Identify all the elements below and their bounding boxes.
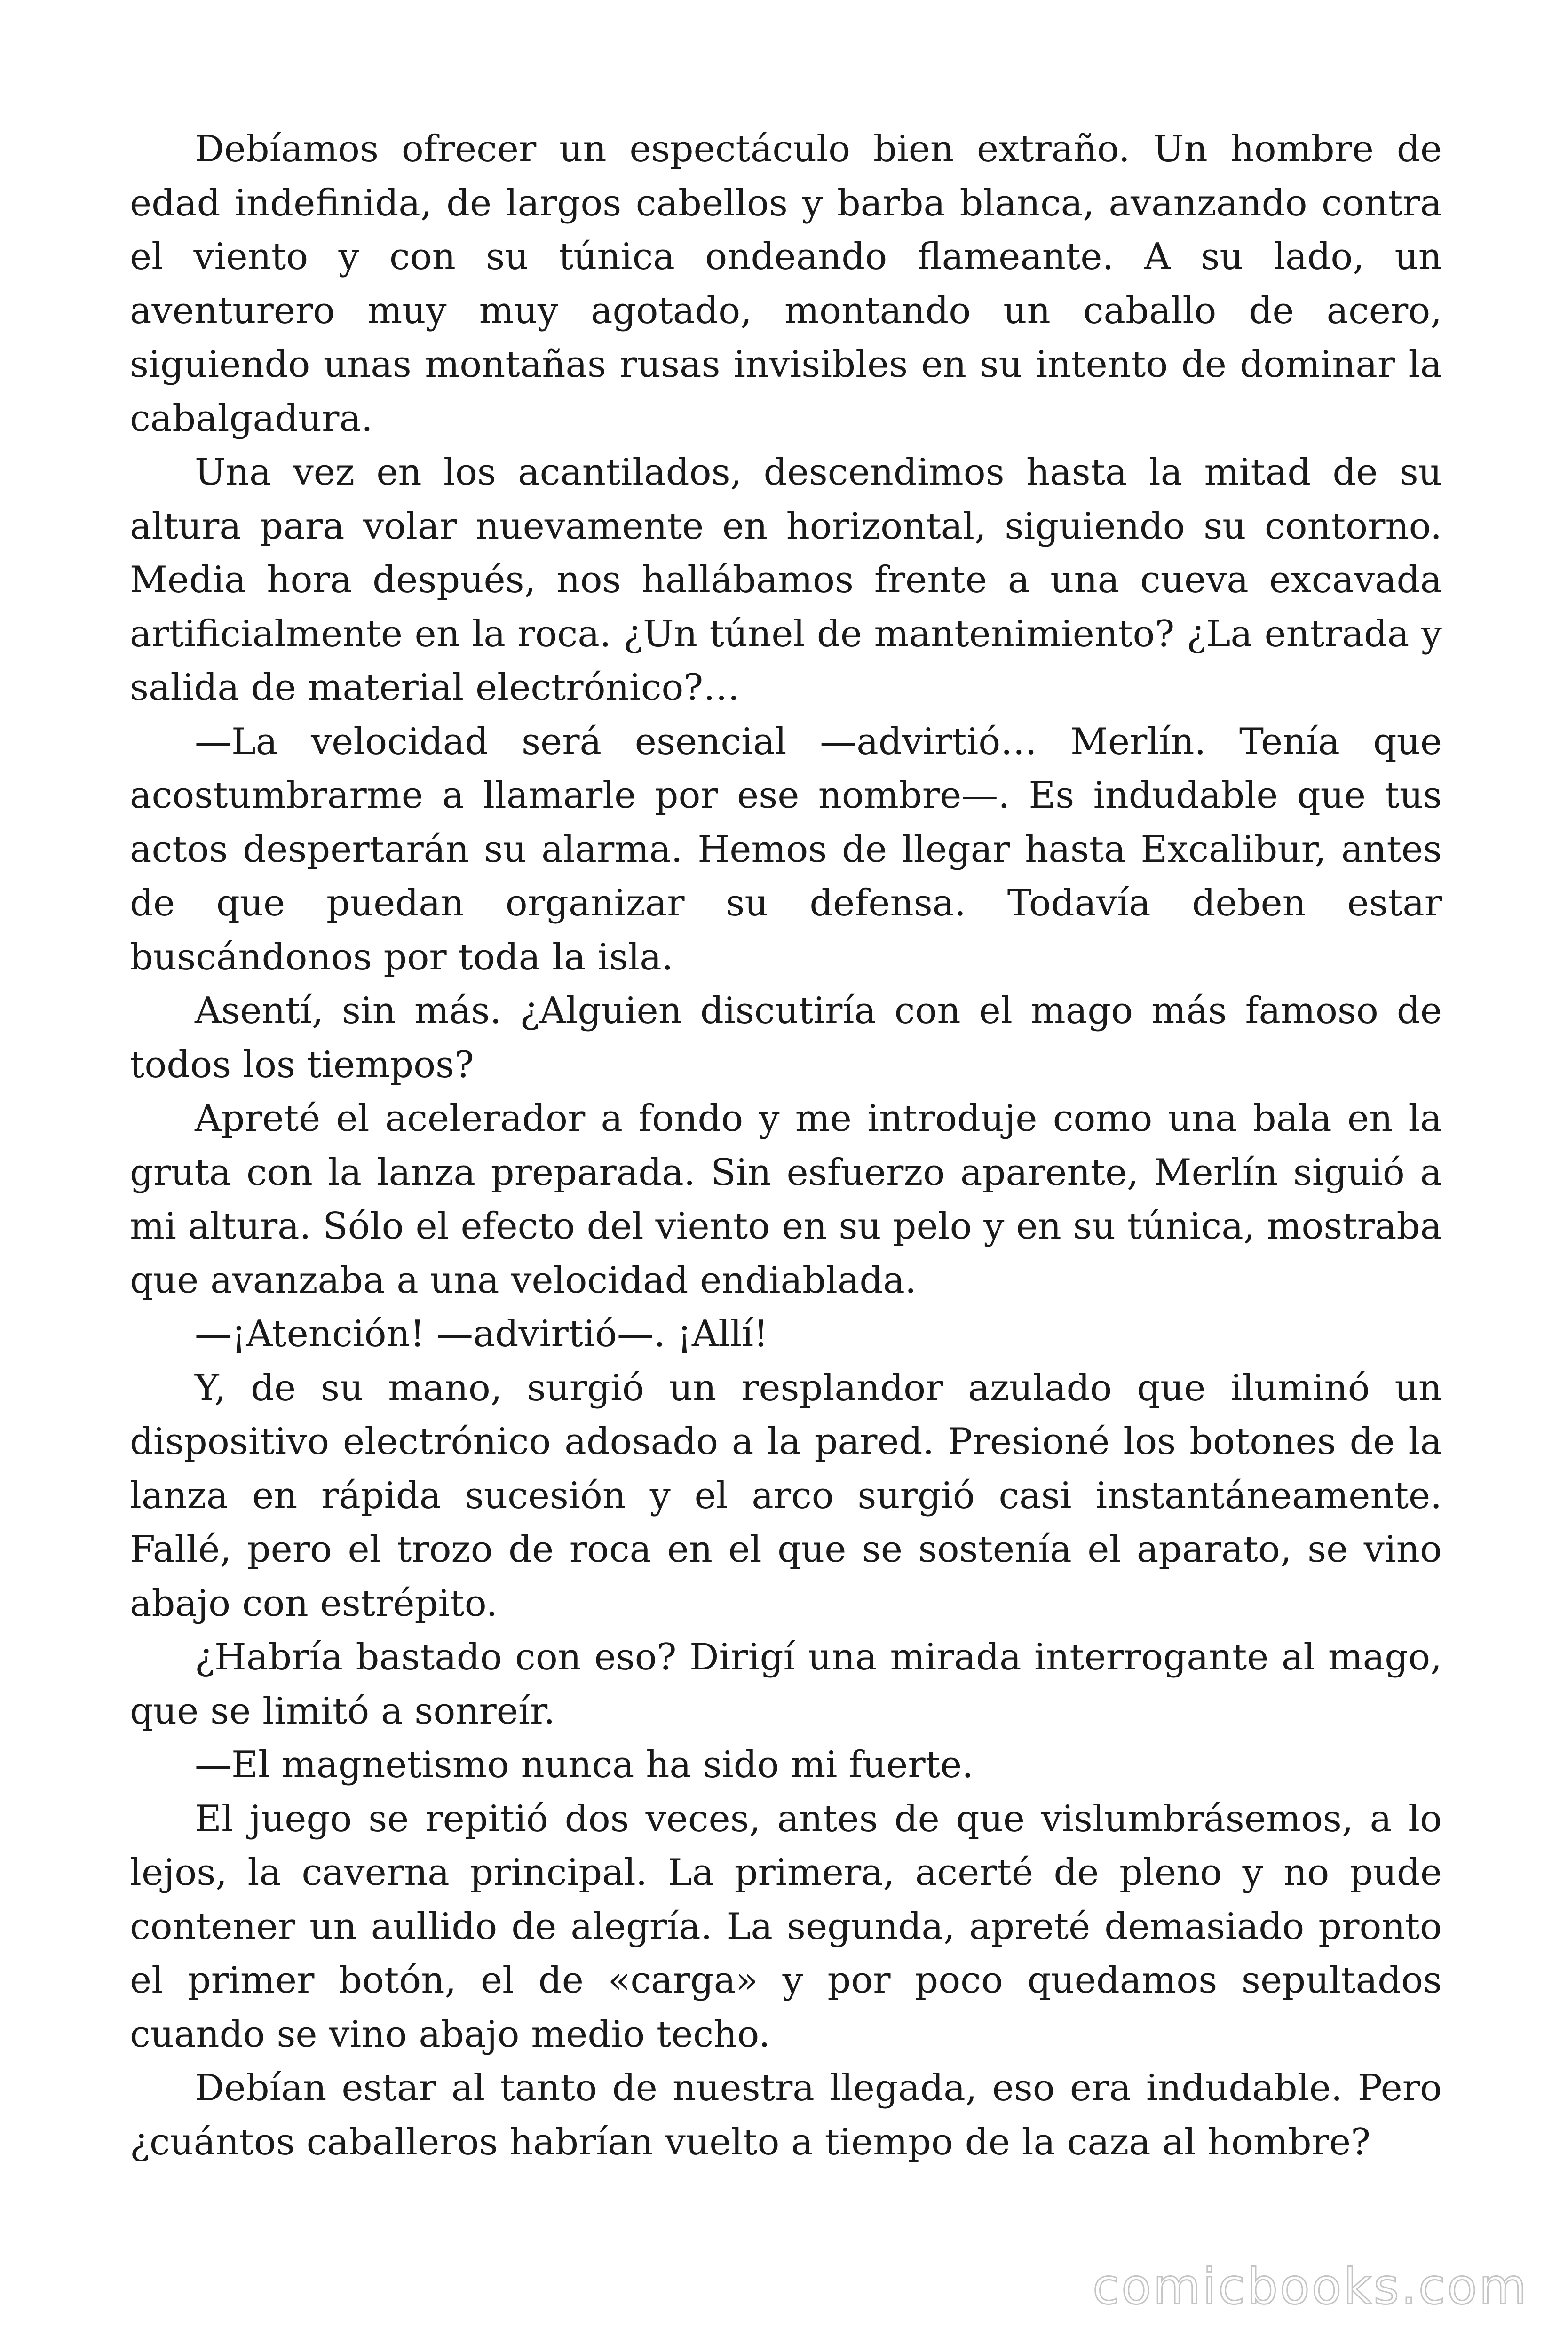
paragraph-11: Debían estar al tanto de nuestra llegada, eso era indudable. Pero ¿cuántos caballeros habrían vuelto a tiempo de la caza al hombre? <box>130 2067 1442 2163</box>
paragraph-7: Y, de su mano, surgió un resplandor azulado que iluminó un dispositivo electrónico adosado a la pared. Presioné los botones de la lanza en rápida sucesión y el arco surgió casi instantáneamente. Fallé, pero el trozo de roca en el que se sostenía el aparato, se vino abajo con estrépito. <box>130 1367 1442 1625</box>
paragraph-8: ¿Habría bastado con eso? Dirigí una mirada interrogante al mago, que se limitó a sonreír. <box>130 1636 1442 1732</box>
paragraph-6: —¡Atención! —advirtió—. ¡Allí! <box>195 1313 768 1355</box>
paragraph-10: El juego se repitió dos veces, antes de que vislumbrásemos, a lo lejos, la caverna principal. La primera, acerté de pleno y no pude contener un aullido de alegría. La segunda, apreté demasiado pronto el primer botón, el de «carga» y por poco quedamos sepultados cuando se vino abajo medio techo. <box>130 1797 1442 2056</box>
paragraph-5: Apreté el acelerador a fondo y me introduje como una bala en la gruta con la lanza preparada. Sin esfuerzo aparente, Merlín siguió a mi altura. Sólo el efecto del viento en su pelo y en su túnica, mostraba que avanzaba a una velocidad endiablada. <box>130 1097 1442 1302</box>
paragraph-4: Asentí, sin más. ¿Alguien discutiría con el mago más famoso de todos los tiempos? <box>130 990 1442 1086</box>
watermark: comicbooks.com <box>1092 2258 1528 2315</box>
paragraph-9: —El magnetismo nunca ha sido mi fuerte. <box>195 1744 974 1786</box>
paragraph-3: —La velocidad será esencial —advirtió… Merlín. Tenía que acostumbrarme a llamarle por ese nombre—. Es indudable que tus actos despertarán su alarma. Hemos de llegar hasta Excalibur, antes de que puedan organizar su defensa. Todavía deben estar buscándonos por toda la isla. <box>130 720 1442 978</box>
body-text <box>130 122 1442 2169</box>
paragraph-2: Una vez en los acantilados, descendimos hasta la mitad de su altura para volar nuevamente en horizontal, siguiendo su contorno. Media hora después, nos hallábamos frente a una cueva excavada artificialmente en la roca. ¿Un túnel de mantenimiento? ¿La entrada y salida de material electrónico?… <box>130 451 1442 709</box>
paragraph-1: Debíamos ofrecer un espectáculo bien extraño. Un hombre de edad indefinida, de largos cabellos y barba blanca, avanzando contra el viento y con su túnica ondeando flameante. A su lado, un aventurero muy muy agotado, montando un caballo de acero, siguiendo unas montañas rusas invisibles en su intento de dominar la cabalgadura. <box>130 128 1442 440</box>
